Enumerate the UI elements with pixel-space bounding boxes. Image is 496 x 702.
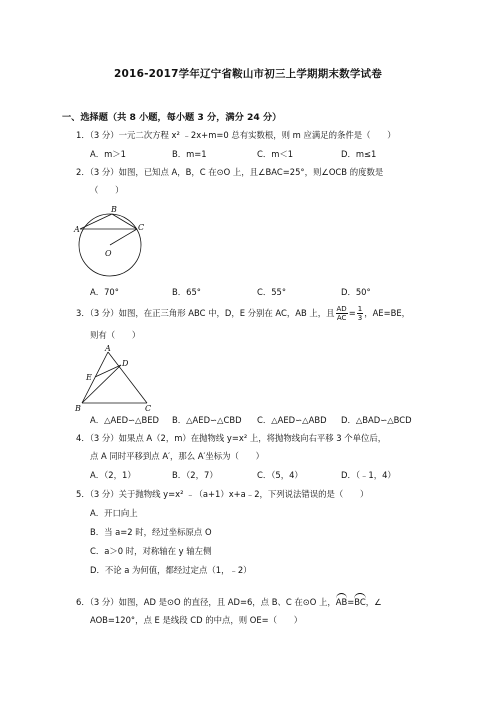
q3-frac2-den: 3	[357, 314, 363, 322]
q4-option-a: A．（2，1）	[90, 470, 136, 480]
q3-label-b: B	[75, 404, 81, 413]
q1-option-d: D．m≤1	[341, 149, 377, 159]
q3-label-e: E	[86, 373, 92, 382]
q6-arc-bc: BC	[354, 594, 365, 608]
q1-option-b: B．m=1	[172, 149, 207, 159]
q3-triangle-figure	[70, 343, 160, 413]
section-heading: 一、选择题（共 8 小题，每小题 3 分，满分 24 分）	[62, 112, 282, 123]
q1-option-a: A．m＞1	[90, 149, 126, 159]
q2-label-c: C	[138, 223, 145, 232]
q1-option-c: C．m＜1	[257, 149, 294, 159]
q2-label-o: O	[105, 249, 112, 258]
q5-option-b: B．当 a=2 时，经过坐标原点 O	[90, 527, 212, 537]
q3-stem-cont: 则有（ ）	[90, 330, 141, 340]
q5-option-c: C．a＞0 时，对称轴在 y 轴左侧	[90, 546, 212, 556]
q4-option-b: B．（2，7）	[172, 470, 218, 480]
q6-stem-cont: AOB=120°，点 E 是线段 CD 的中点，则 OE=（ ）	[90, 615, 303, 625]
q3-fraction-ad-ac	[336, 305, 348, 322]
q3-equals: =	[348, 308, 356, 318]
q4-option-c: C．（5，4）	[257, 470, 303, 480]
q2-option-d: D．50°	[341, 287, 371, 297]
q2-circle-figure	[72, 202, 156, 286]
q4-option-d: D．（﹣1，4）	[341, 470, 396, 480]
q2-label-a: A	[74, 225, 80, 234]
q3-stem	[76, 305, 410, 322]
q2-option-b: B．65°	[172, 287, 201, 297]
q6-stem-tail: ，∠	[365, 597, 382, 607]
q3-frac1-num: AD	[336, 305, 347, 313]
q4-stem: 4．（3 分）如果点 A（2，m）在抛物线 y=x² 上，将抛物线向右平移 3 个单位后，	[76, 433, 387, 443]
q5-option-d: D．不论 a 为何值，都经过定点（1，﹣2）	[90, 565, 252, 575]
page-title: 2016-2017学年辽宁省鞍山市初三上学期期末数学试卷	[114, 68, 382, 80]
q6-stem	[76, 594, 382, 608]
q6-stem-text: 6．（3 分）如图，AD 是⊙O 的直径，且 AD=6，点 B、C 在⊙O 上，	[76, 597, 336, 607]
q5-stem: 5．（3 分）关于抛物线 y=x² ﹣（a+1）x+a﹣2，下列说法错误的是（ ）	[76, 489, 369, 499]
q2-option-c: C．55°	[257, 287, 287, 297]
q4-stem-cont: 点 A 同时平移到点 A′，那么 A′坐标为（ ）	[90, 451, 265, 461]
q6-arc-ab: AB	[336, 594, 347, 608]
q3-label-d: D	[122, 359, 129, 368]
q1-stem: 1．（3 分）一元二次方程 x² ﹣2x+m=0 总有实数根，则 m 应满足的条件是（ ）	[76, 130, 396, 140]
q3-frac2-num: 1	[357, 305, 363, 313]
q3-label-a: A	[105, 344, 111, 353]
q5-option-a: A．开口向上	[90, 508, 138, 518]
q3-fraction-one-third	[357, 305, 363, 322]
q2-stem: 2．（3 分）如图，已知点 A，B，C 在⊙O 上，且∠BAC=25°，则∠OCB 的度数是	[76, 167, 384, 177]
q2-stem-cont: （ ）	[90, 185, 124, 195]
q3-frac1-den: AC	[336, 314, 347, 322]
q3-option-c: C．△AED∽△ABD	[257, 415, 327, 425]
q6-equals: =	[347, 597, 355, 607]
q3-option-d: D．△BAD∽△BCD	[341, 415, 412, 425]
q3-option-b: B．△AED∽△CBD	[172, 415, 242, 425]
q3-stem-tail: ，AE=BE，	[364, 308, 411, 318]
q2-label-b: B	[111, 205, 117, 214]
q2-option-a: A．70°	[90, 287, 119, 297]
q3-stem-text: 3．（3 分）如图，在正三角形 ABC 中，D，E 分别在 AC，AB 上，且	[76, 308, 335, 318]
q3-option-a: A．△AED∽△BED	[90, 415, 159, 425]
q3-label-c: C	[145, 404, 152, 413]
